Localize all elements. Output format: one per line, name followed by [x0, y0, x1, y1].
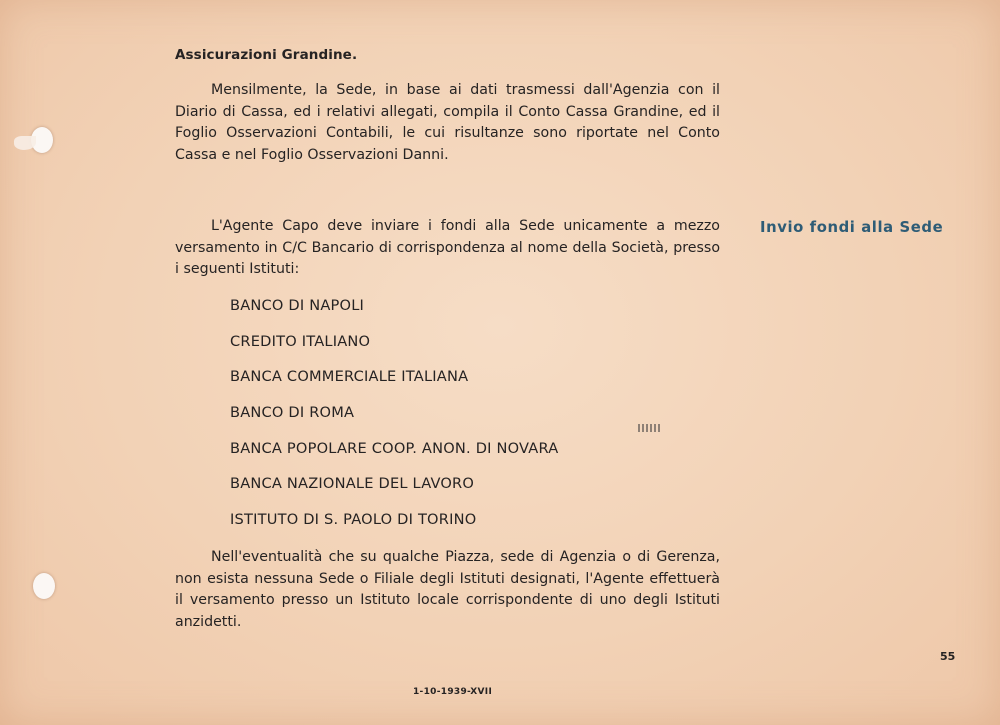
bank-item: CREDITO ITALIANO: [230, 332, 371, 350]
bank-item: BANCA NAZIONALE DEL LAVORO: [230, 475, 475, 493]
section-heading: Assicurazioni Grandine.: [175, 47, 358, 63]
bank-item: ISTITUTO DI S. PAOLO DI TORINO: [230, 511, 477, 529]
footer-date: 1-10-1939-XVII: [413, 687, 493, 697]
punch-hole-bottom: [33, 573, 55, 599]
bank-item: BANCO DI NAPOLI: [230, 297, 365, 314]
page-number: 55: [940, 650, 956, 663]
bank-item: BANCA POPOLARE COOP. ANON. DI NOVARA: [230, 439, 559, 457]
bank-item: BANCO DI ROMA: [230, 404, 355, 422]
margin-note: Invio fondi alla Sede: [760, 219, 944, 236]
ink-smudge: [638, 424, 662, 432]
bank-item: BANCA COMMERCIALE ITALIANA: [230, 368, 469, 386]
bank-list: [230, 296, 558, 546]
paragraph-conto-cassa: Mensilmente, la Sede, in base ai dati trasmessi dall'Agenzia con il Diario di Cassa, ed i relativi allegati, compila il Conto Cassa Grandine, ed il Foglio Osservazioni Contabili, le cui risultanze sono riportate nel Conto Cassa e nel Foglio Osservazioni Danni.: [175, 82, 720, 163]
paragraph-invio-fondi: L'Agente Capo deve inviare i fondi alla Sede unicamente a mezzo versamento in C/C Bancario di corrispondenza al nome della Società, presso i seguenti Istituti:: [175, 218, 720, 277]
paragraph-eventualita: Nell'eventualità che su qualche Piazza, sede di Agenzia o di Gerenza, non esista nessuna Sede o Filiale degli Istituti designati, l'Agente effettuerà il versamento presso un Istituto locale corrispondente di uno degli Istituti anzidetti.: [175, 549, 720, 630]
